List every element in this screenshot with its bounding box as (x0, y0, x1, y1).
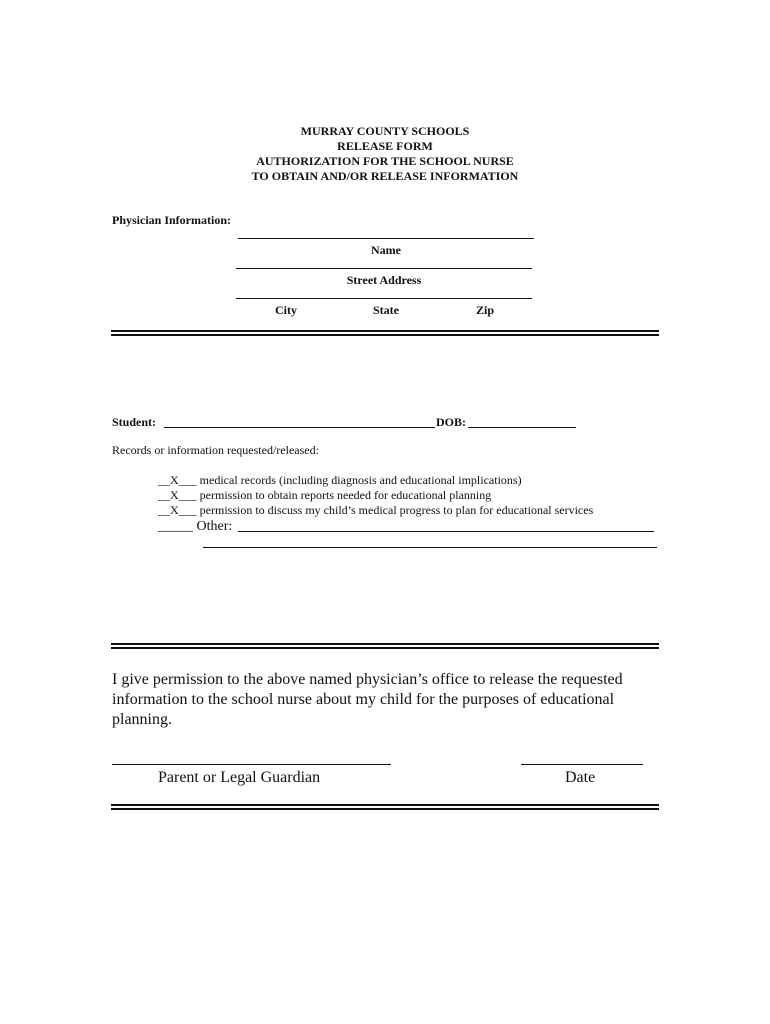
other-blank[interactable]: _____ (158, 519, 193, 534)
physician-info-label: Physician Information: (112, 213, 232, 227)
physician-city-state-zip-line[interactable] (236, 298, 532, 299)
dob-label: DOB: (436, 415, 466, 429)
date-label: Date (565, 769, 596, 786)
other-line-1[interactable] (238, 531, 654, 532)
list-item (158, 473, 522, 488)
item-text: permission to discuss my child’s medical progress to plan for educational services (199, 503, 594, 517)
title-line-2: RELEASE FORM (337, 139, 433, 153)
parent-signature-label: Parent or Legal Guardian (158, 769, 321, 786)
physician-street-label: Street Address (346, 273, 422, 287)
check-mark[interactable]: __X___ (158, 473, 197, 487)
physician-name-label: Name (371, 243, 401, 257)
physician-street-line[interactable] (236, 268, 532, 269)
physician-city-label: City (275, 303, 297, 317)
section-divider-1 (111, 330, 659, 336)
physician-state-label: State (373, 303, 399, 317)
list-item (158, 488, 491, 503)
title-line-3: AUTHORIZATION FOR THE SCHOOL NURSE (256, 154, 514, 168)
section-divider-2 (111, 643, 659, 649)
item-text: permission to obtain reports needed for educational planning (199, 488, 492, 502)
other-label: Other: (196, 519, 233, 534)
parent-signature-line[interactable] (112, 764, 391, 765)
other-row (158, 518, 232, 535)
permission-statement: I give permission to the above named physician’s office to release the requested information to the school nurse about my child for the purposes of educational planning. (112, 671, 623, 728)
item-text: medical records (including diagnosis and educational implications) (199, 473, 522, 487)
physician-zip-label: Zip (476, 303, 495, 317)
physician-name-line[interactable] (238, 238, 534, 239)
check-mark[interactable]: __X___ (158, 488, 197, 502)
title-line-1: MURRAY COUNTY SCHOOLS (300, 124, 470, 138)
student-label: Student: (112, 415, 157, 429)
list-item (158, 503, 593, 518)
date-line[interactable] (521, 764, 643, 765)
section-divider-3 (111, 804, 659, 810)
student-name-line[interactable] (164, 427, 435, 428)
dob-line[interactable] (468, 427, 576, 428)
other-line-2[interactable] (203, 547, 657, 548)
check-mark[interactable]: __X___ (158, 503, 197, 517)
records-intro: Records or information requested/released: (112, 443, 319, 457)
title-line-4: TO OBTAIN AND/OR RELEASE INFORMATION (251, 169, 519, 183)
form-title (0, 124, 770, 184)
